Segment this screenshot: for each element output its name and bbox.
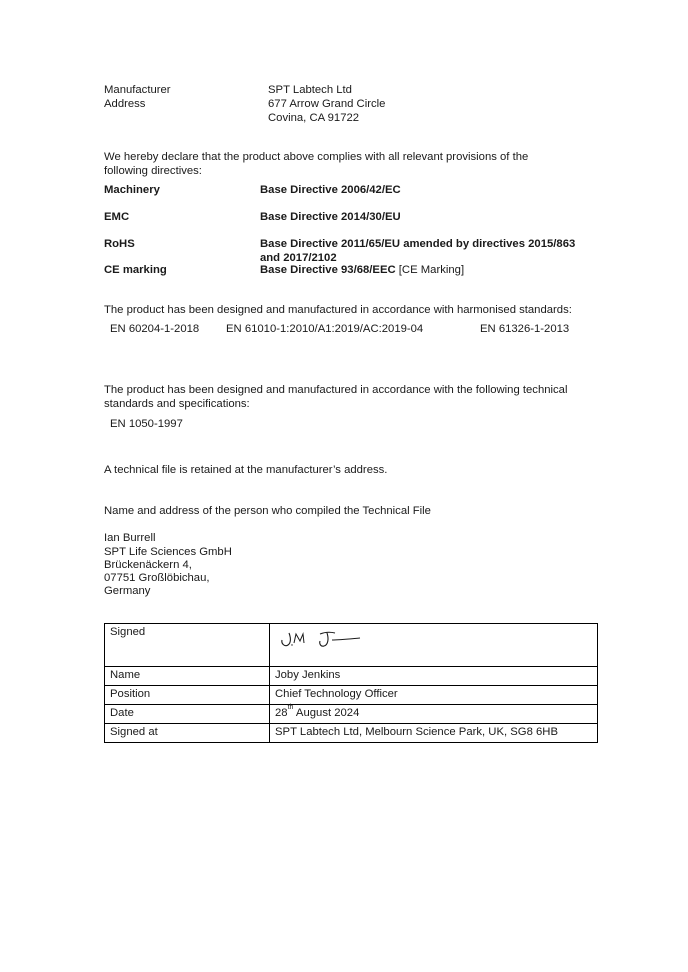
directive-value: Base Directive 2014/30/EU — [260, 211, 401, 223]
directive-value-note: [CE Marking] — [395, 264, 465, 276]
signature-image — [275, 626, 385, 652]
directive-name: CE marking — [104, 264, 167, 276]
compiler-line: SPT Life Sciences GmbH — [104, 546, 232, 558]
compiler-line: Brückenäckern 4, — [104, 559, 192, 571]
technical-text-line1: The product has been designed and manufactured in accordance with the following technical — [104, 384, 568, 396]
manufacturer-name: SPT Labtech Ltd — [268, 84, 352, 96]
signed-label: Signed — [105, 624, 270, 667]
compiler-line: Ian Burrell — [104, 532, 156, 544]
directive-value-line2: and 2017/2102 — [260, 252, 337, 264]
manufacturer-address-line2: Covina, CA 91722 — [268, 112, 360, 124]
directive-value-bold: Base Directive 93/68/EEC — [260, 264, 396, 276]
table-row — [105, 705, 598, 724]
signature-cell — [270, 624, 598, 667]
declaration-line2: following directives: — [104, 165, 202, 177]
directive-name: EMC — [104, 211, 130, 223]
signed-at-label: Signed at — [105, 724, 270, 743]
signature-table — [104, 623, 598, 743]
table-row — [105, 686, 598, 705]
technical-standard: EN 1050-1997 — [110, 418, 183, 430]
address-label: Address — [104, 98, 146, 110]
directive-value — [260, 263, 464, 277]
date-suffix: th — [287, 704, 294, 711]
harmonised-standard: EN 60204-1-2018 — [110, 323, 200, 335]
harmonised-text: The product has been designed and manufactured in accordance with harmonised standards: — [104, 304, 572, 316]
directive-name: RoHS — [104, 238, 135, 250]
table-row — [105, 624, 598, 667]
name-label: Name — [105, 667, 270, 686]
manufacturer-label: Manufacturer — [104, 84, 171, 96]
directive-name: Machinery — [104, 184, 160, 196]
table-row — [105, 667, 598, 686]
directive-value: Base Directive 2011/65/EU amended by directives 2015/863 — [260, 238, 576, 250]
manufacturer-address-line1: 677 Arrow Grand Circle — [268, 98, 386, 110]
compiler-heading: Name and address of the person who compiled the Technical File — [104, 505, 431, 517]
date-label: Date — [105, 705, 270, 724]
technical-text-line2: standards and specifications: — [104, 398, 250, 410]
declaration-line1: We hereby declare that the product above complies with all relevant provisions of the — [104, 151, 529, 163]
date-rest: August 2024 — [293, 707, 360, 719]
position-value: Chief Technology Officer — [270, 686, 598, 705]
compiler-line: 07751 Großlöbichau, — [104, 572, 210, 584]
name-value: Joby Jenkins — [270, 667, 598, 686]
directive-value: Base Directive 2006/42/EC — [260, 184, 401, 196]
harmonised-standard: EN 61326-1-2013 — [480, 323, 570, 335]
date-day: 28 — [275, 707, 288, 719]
table-row — [105, 724, 598, 743]
position-label: Position — [105, 686, 270, 705]
technical-file-note: A technical file is retained at the manufacturer’s address. — [104, 464, 388, 476]
harmonised-standard: EN 61010-1:2010/A1:2019/AC:2019-04 — [226, 323, 424, 335]
compiler-line: Germany — [104, 585, 151, 597]
signed-at-value: SPT Labtech Ltd, Melbourn Science Park, UK, SG8 6HB — [270, 724, 598, 743]
date-value — [270, 705, 598, 724]
